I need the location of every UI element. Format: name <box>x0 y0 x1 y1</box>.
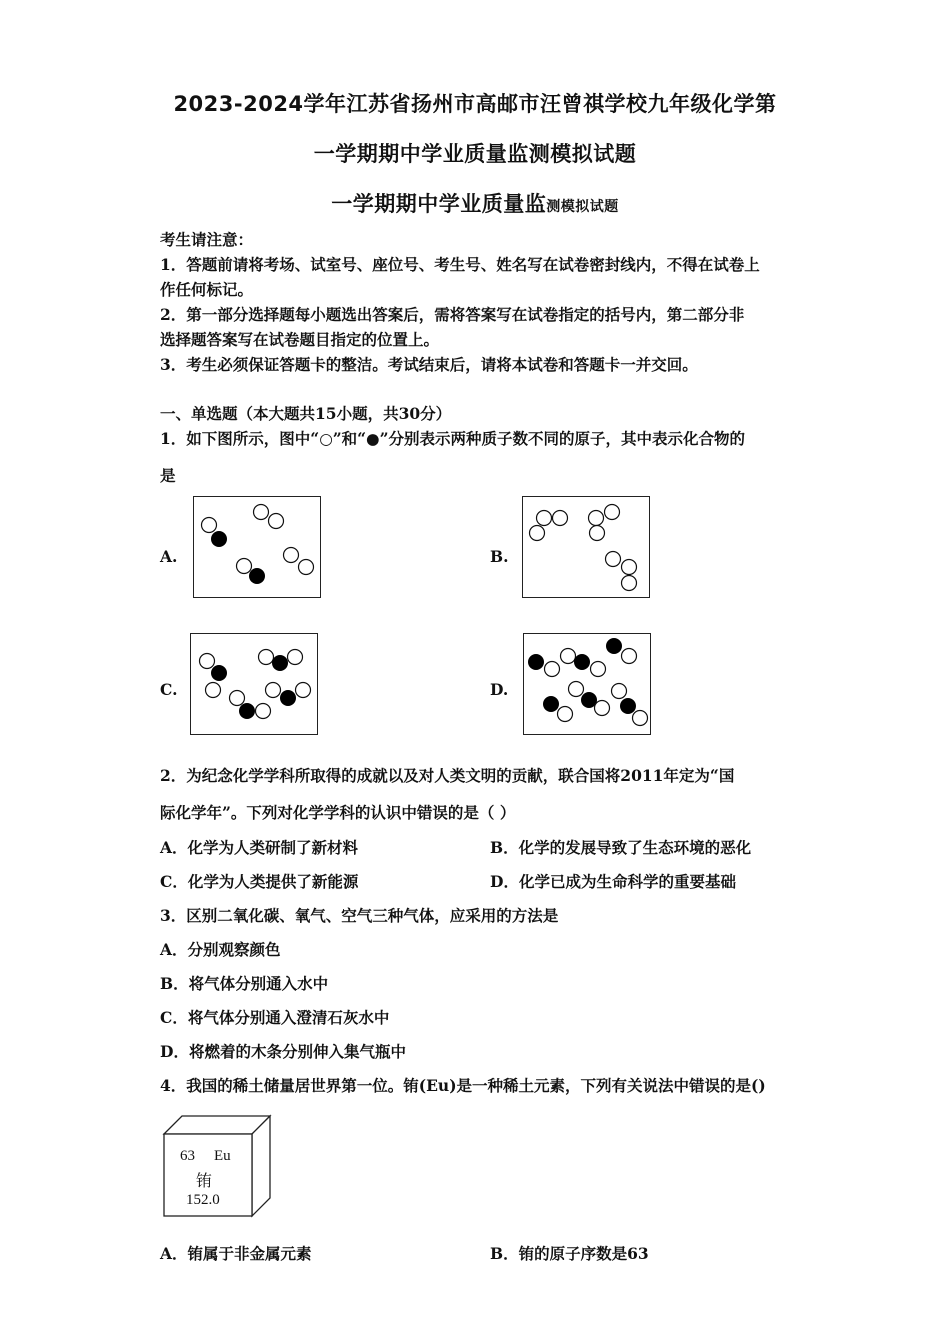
atom-hollow <box>558 707 573 722</box>
atom-hollow <box>254 505 269 520</box>
page-subtitle-big: 一学期期中学业质量监 <box>331 192 547 216</box>
atom-hollow <box>230 691 245 706</box>
q4-stem: 4．我国的稀土储量居世界第一位。铕(Eu)是一种稀土元素，下列有关说法中错误的是() <box>160 1076 766 1095</box>
atom-filled <box>528 654 544 670</box>
atom-hollow <box>266 683 281 698</box>
atom-hollow <box>606 552 621 567</box>
atom-hollow <box>284 548 299 563</box>
q1-label-d: D. <box>490 680 509 699</box>
notice-item2-a: 2．第一部分选择题每小题选出答案后，需将答案写在试卷指定的括号内，第二部分非 <box>160 305 745 324</box>
notice-item1-b: 作任何标记。 <box>160 280 254 299</box>
element-number: 63 <box>180 1148 195 1164</box>
q1-stem-a: 1．如下图所示，图中“○”和“●”分别表示两种质子数不同的原子，其中表示化合物的 <box>160 429 745 448</box>
atom-hollow <box>589 511 604 526</box>
page-subtitle <box>0 188 950 218</box>
atom-hollow <box>590 526 605 541</box>
q4-option-a: A．铕属于非金属元素 <box>160 1244 312 1263</box>
atom-hollow <box>200 654 215 669</box>
q2-stem-a: 2．为纪念化学学科所取得的成就以及对人类文明的贡献，联合国将2011年定为“国 <box>160 766 735 785</box>
q1-stem-b: 是 <box>160 466 176 485</box>
q1-diagram-c-svg <box>191 634 317 734</box>
q3-option-a: A．分别观察颜色 <box>160 940 281 959</box>
q1-label-c: C. <box>160 680 178 699</box>
q1-diagram-a <box>193 496 321 598</box>
atom-hollow <box>288 650 303 665</box>
q1-diagram-a-svg <box>194 497 320 597</box>
q1-label-b: B. <box>490 547 509 566</box>
atom-filled <box>606 638 622 654</box>
atom-hollow <box>269 514 284 529</box>
element-mass: 152.0 <box>186 1192 220 1208</box>
atom-filled <box>574 654 590 670</box>
atom-hollow <box>296 683 311 698</box>
q1-diagram-d <box>523 633 651 735</box>
q2-option-b: B．化学的发展导致了生态环境的恶化 <box>490 838 752 857</box>
element-card-eu <box>160 1112 272 1218</box>
q2-stem-b: 际化学年”。下列对化学学科的认识中错误的是（ ） <box>160 803 516 822</box>
atom-hollow <box>530 526 545 541</box>
atom-filled <box>211 665 227 681</box>
atom-hollow <box>605 505 620 520</box>
notice-heading: 考生请注意： <box>160 230 254 249</box>
atom-hollow <box>595 701 610 716</box>
atom-hollow <box>553 511 568 526</box>
q1-diagram-b-svg <box>523 497 649 597</box>
q2-option-a: A．化学为人类研制了新材料 <box>160 838 359 857</box>
atom-filled <box>272 655 288 671</box>
notice-item1-a: 1．答题前请将考场、试室号、座位号、考生号、姓名写在试卷密封线内，不得在试卷上 <box>160 255 760 274</box>
element-name: 铕 <box>196 1173 213 1190</box>
q4-option-b: B．铕的原子序数是63 <box>490 1244 649 1263</box>
atom-hollow <box>561 649 576 664</box>
atom-filled <box>211 531 227 547</box>
q1-label-a: A. <box>160 547 178 566</box>
q1-diagram-b <box>522 496 650 598</box>
atom-filled <box>249 568 265 584</box>
atom-filled <box>280 690 296 706</box>
atom-hollow <box>537 511 552 526</box>
element-symbol: Eu <box>214 1148 231 1164</box>
q2-option-c: C．化学为人类提供了新能源 <box>160 872 359 891</box>
page-title-line2: 一学期期中学业质量监测模拟试题 <box>313 142 637 166</box>
atom-hollow <box>569 682 584 697</box>
atom-hollow <box>545 662 560 677</box>
atom-hollow <box>202 518 217 533</box>
atom-hollow <box>622 649 637 664</box>
atom-filled <box>620 698 636 714</box>
atom-hollow <box>591 662 606 677</box>
q1-diagram-d-svg <box>524 634 650 734</box>
page-subtitle-small: 测模拟试题 <box>546 199 619 215</box>
page-title-line1: 2023-2024学年江苏省扬州市高邮市汪曾祺学校九年级化学第 <box>173 92 777 116</box>
atom-hollow <box>633 711 648 726</box>
q1-diagram-c <box>190 633 318 735</box>
atom-hollow <box>299 560 314 575</box>
section1-heading: 一、单选题（本大题共15小题，共30分） <box>160 404 452 423</box>
atom-hollow <box>622 576 637 591</box>
atom-hollow <box>622 560 637 575</box>
q3-stem: 3．区别二氧化碳、氧气、空气三种气体，应采用的方法是 <box>160 906 559 925</box>
q3-option-c: C．将气体分别通入澄清石灰水中 <box>160 1008 390 1027</box>
q3-option-b: B．将气体分别通入水中 <box>160 974 329 993</box>
notice-item2-b: 选择题答案写在试卷题目指定的位置上。 <box>160 330 440 349</box>
atom-hollow <box>612 684 627 699</box>
atom-hollow <box>206 683 221 698</box>
atom-filled <box>543 696 559 712</box>
q3-option-d: D．将燃着的木条分别伸入集气瓶中 <box>160 1042 406 1061</box>
atom-filled <box>239 703 255 719</box>
atom-hollow <box>259 650 274 665</box>
atom-hollow <box>256 704 271 719</box>
atom-hollow <box>237 559 252 574</box>
notice-item3: 3．考生必须保证答题卡的整洁。考试结束后，请将本试卷和答题卡一并交回。 <box>160 355 698 374</box>
q2-option-d: D．化学已成为生命科学的重要基础 <box>490 872 736 891</box>
